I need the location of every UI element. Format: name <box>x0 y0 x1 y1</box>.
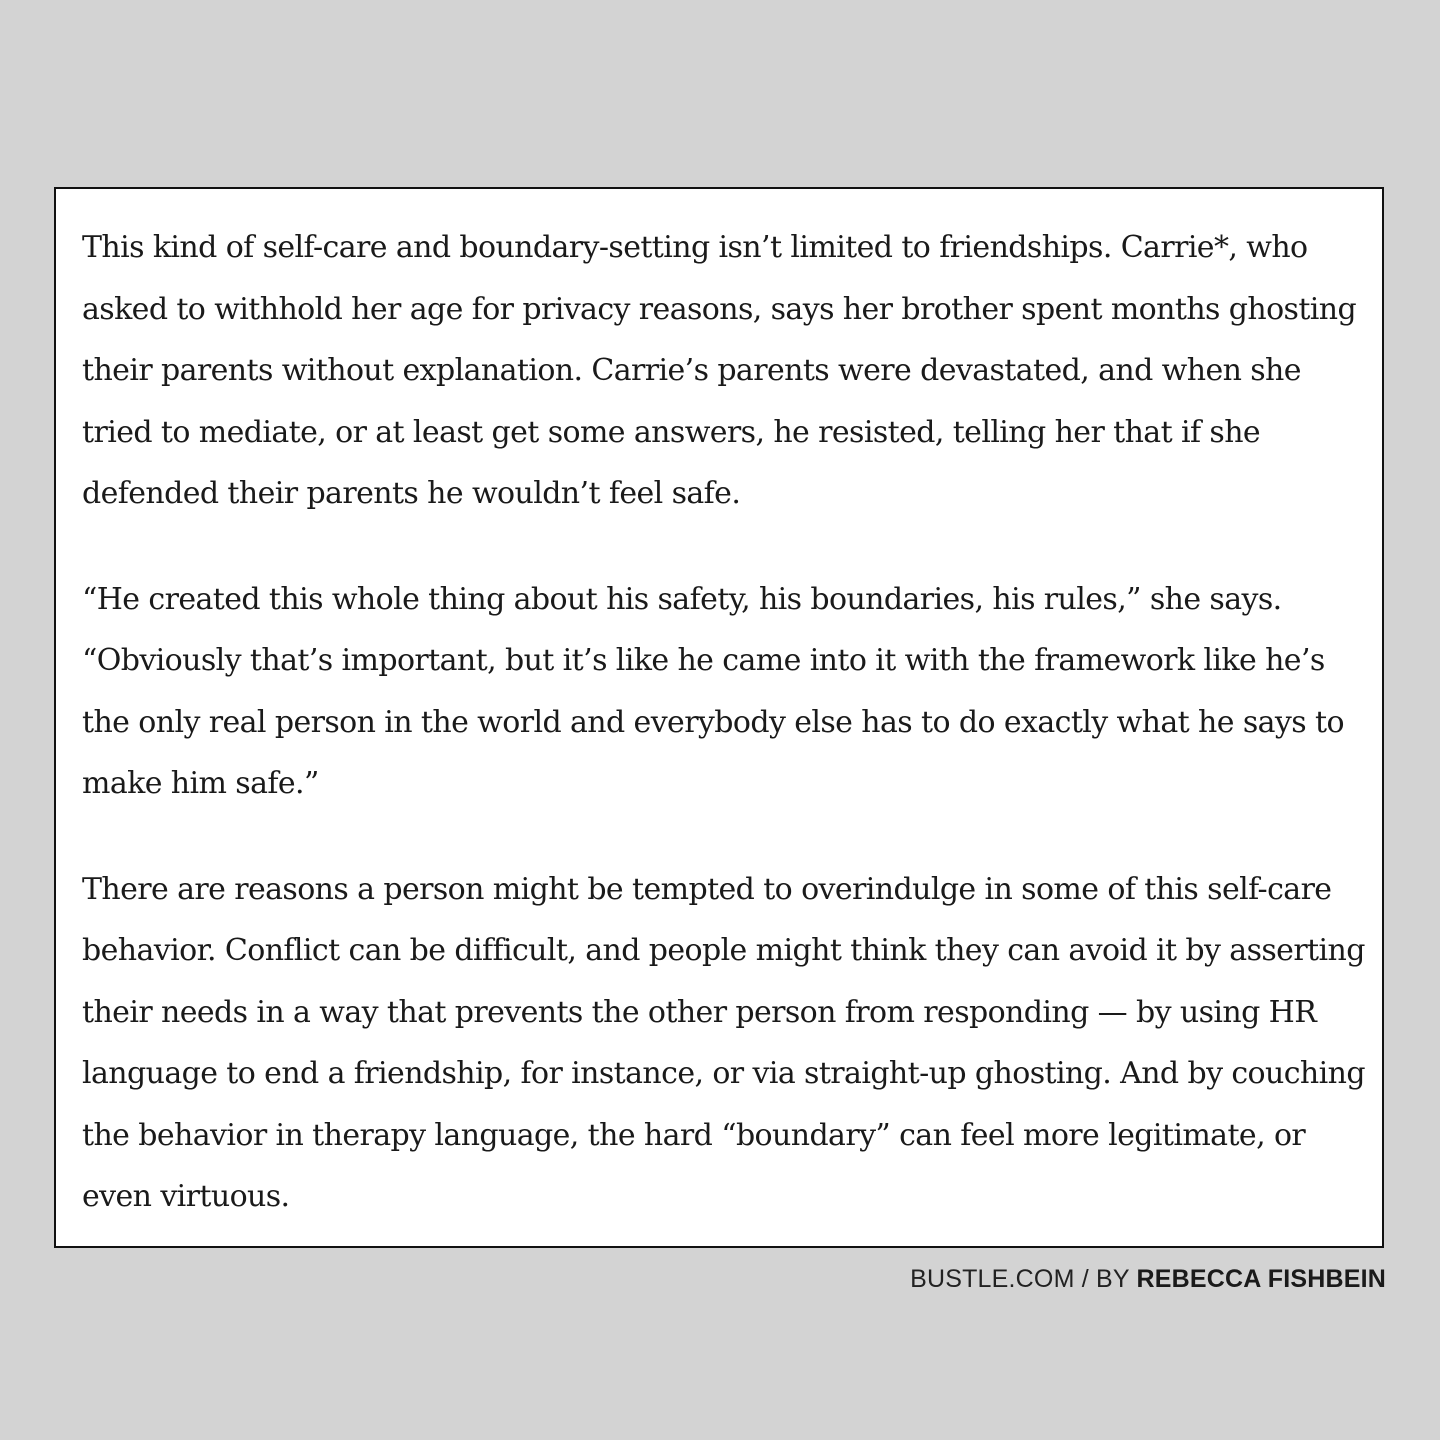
article-excerpt-card <box>54 187 1384 1248</box>
author-name: REBECCA FISHBEIN <box>1136 1265 1386 1293</box>
byline-credit <box>910 1265 1386 1294</box>
source-label: BUSTLE.COM / BY <box>910 1265 1137 1293</box>
paragraph-3: There are reasons a person might be tempted to overindulge in some of this self-care behavior. Conflict can be difficult, and people might think they can avoid it by asserting their needs in a way that prevents the other person from responding — by using HR language to end a friendship, for instance, or via straight-up ghosting. And by couching the behavior in therapy language, the hard “boundary” can feel more legitimate, or even virtuous. <box>82 871 1365 1214</box>
paragraph-1: This kind of self-care and boundary-setting isn’t limited to friendships. Carrie*, who asked to withhold her age for privacy reasons, says her brother spent months ghosting their parents without explanation. Carrie’s parents were devastated, and when she tried to mediate, or at least get some answers, he resisted, telling her that if she defended their parents he wouldn’t feel safe. <box>82 230 1357 511</box>
paragraph-2: “He created this whole thing about his safety, his boundaries, his rules,” she says. “Obviously that’s important, but it’s like he came into it with the framework like he’s the only real person in the world and everybody else has to do exactly what he says to make him safe.” <box>82 581 1344 801</box>
article-body <box>82 217 1372 1228</box>
